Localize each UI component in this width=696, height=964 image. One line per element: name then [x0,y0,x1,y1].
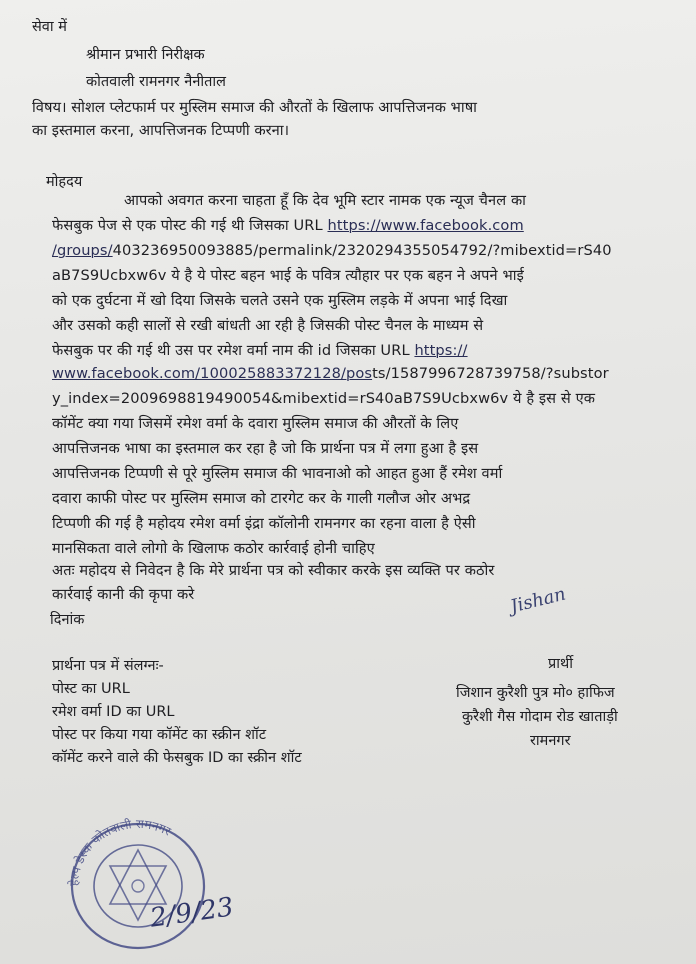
profile-url-link[interactable]: https:// [414,342,468,359]
body-line: aB7S9Ucbxw6v ये है ये पोस्ट बहन भाई के पवित्र त्यौहार पर एक बहन ने अपने भाई [52,267,524,284]
applicant-name: जिशान कुरैशी पुत्र मो० हाफिज [456,685,615,701]
post-url-link[interactable]: https://www.facebook.com [327,217,524,234]
body-line: अतः महोदय से निवेदन है कि मेरे प्रार्थना पत्र को स्वीकार करके इस व्यक्ति पर कठोर [52,562,495,579]
body-line: दवारा काफी पोस्ट पर मुस्लिम समाज को टारगेट कर के गाली गलौज ओर अभद्र [52,490,471,507]
subject-line-2: का इस्तमाल करना, आपत्तिजनक टिप्पणी करना। [32,122,290,139]
body-line: कॉमेंट क्या गया जिसमें रमेश वर्मा के दवारा मुस्लिम समाज की औरतों के लिए [52,415,459,432]
greeting: मोहदय [46,174,83,190]
attachment-item: कॉमेंट करने वाले की फेसबुक ID का स्क्रीन शॉट [52,750,302,766]
attachment-item: रमेश वर्मा ID का URL [52,704,175,720]
stamp-date: 2/9/23 [148,892,236,934]
recipient-office: कोतवाली रामनगर नैनीताल [86,74,226,90]
body-line: और उसको कही सालों से रखी बांधती आ रही है जिसकी पोस्ट चैनल के माध्यम से [52,317,484,334]
body-line: टिप्पणी की गई है महोदय रमेश वर्मा इंद्रा कॉलोनी रामनगर का रहना वाला है ऐसी [52,515,476,532]
police-stamp [58,808,228,958]
body-line: /groups/403236950093885/permalink/2320294355054792/?mibextid=rS40 [52,242,612,259]
applicant-address: कुरैशी गैस गोदाम रोड खाताड़ी [462,709,618,725]
applicant-label: प्रार्थी [548,656,574,672]
signature: Jishan [508,583,568,618]
profile-url-link[interactable]: www.facebook.com/100025883372128/pos [52,365,373,382]
subject-line-1: विषय। सोशल प्लेटफार्म पर मुस्लिम समाज की औरतों के खिलाफ आपत्तिजनक भाषा [32,99,477,116]
body-line: मानसिकता वाले लोगो के खिलाफ कठोर कार्रवाई होनी चाहिए [52,540,375,557]
body-line: फेसबुक पर की गई थी उस पर रमेश वर्मा नाम की id जिसका URL https:// [52,342,468,359]
stamp-text: हेल्प डेस्क कोतवाली रामनगर [66,816,174,887]
attachment-item: पोस्ट का URL [52,681,130,697]
body-line: फेसबुक पेज से एक पोस्ट की गई थी जिसका URL https://www.facebook.com [52,217,524,234]
body-line: आपत्तिजनक भाषा का इस्तमाल कर रहा है जो कि प्रार्थना पत्र में लगा हुआ है इस [52,440,479,457]
attachment-item: पोस्ट पर किया गया कॉमेंट का स्क्रीन शॉट [52,727,267,743]
body-line: y_index=2009698819490054&mibextid=rS40aB7S9Ucbxw6v ये है इस से एक [52,390,596,407]
body-line: को एक दुर्घटना में खो दिया जिसके चलते उसने एक मुस्लिम लड़के में अपना भाई दिखा [52,292,508,309]
body-line: आपत्तिजनक टिप्पणी से पूरे मुस्लिम समाज की भावनाओ को आहत हुआ हैं रमेश वर्मा [52,465,503,482]
attachments-title: प्रार्थना पत्र में संलग्नः- [52,658,164,674]
post-url-link[interactable]: /groups/ [52,242,113,259]
body-line: आपको अवगत करना चाहता हूँ कि देव भूमि स्टार नामक एक न्यूज चैनल का [124,192,527,209]
recipient-title: श्रीमान प्रभारी निरीक्षक [86,47,205,63]
applicant-city: रामनगर [530,733,571,749]
body-line: www.facebook.com/100025883372128/posts/1587996728739758/?substor [52,365,609,382]
date-label: दिनांक [50,612,85,628]
body-line: कार्रवाई कानी की कृपा करे [52,586,195,603]
salutation: सेवा में [32,19,67,35]
